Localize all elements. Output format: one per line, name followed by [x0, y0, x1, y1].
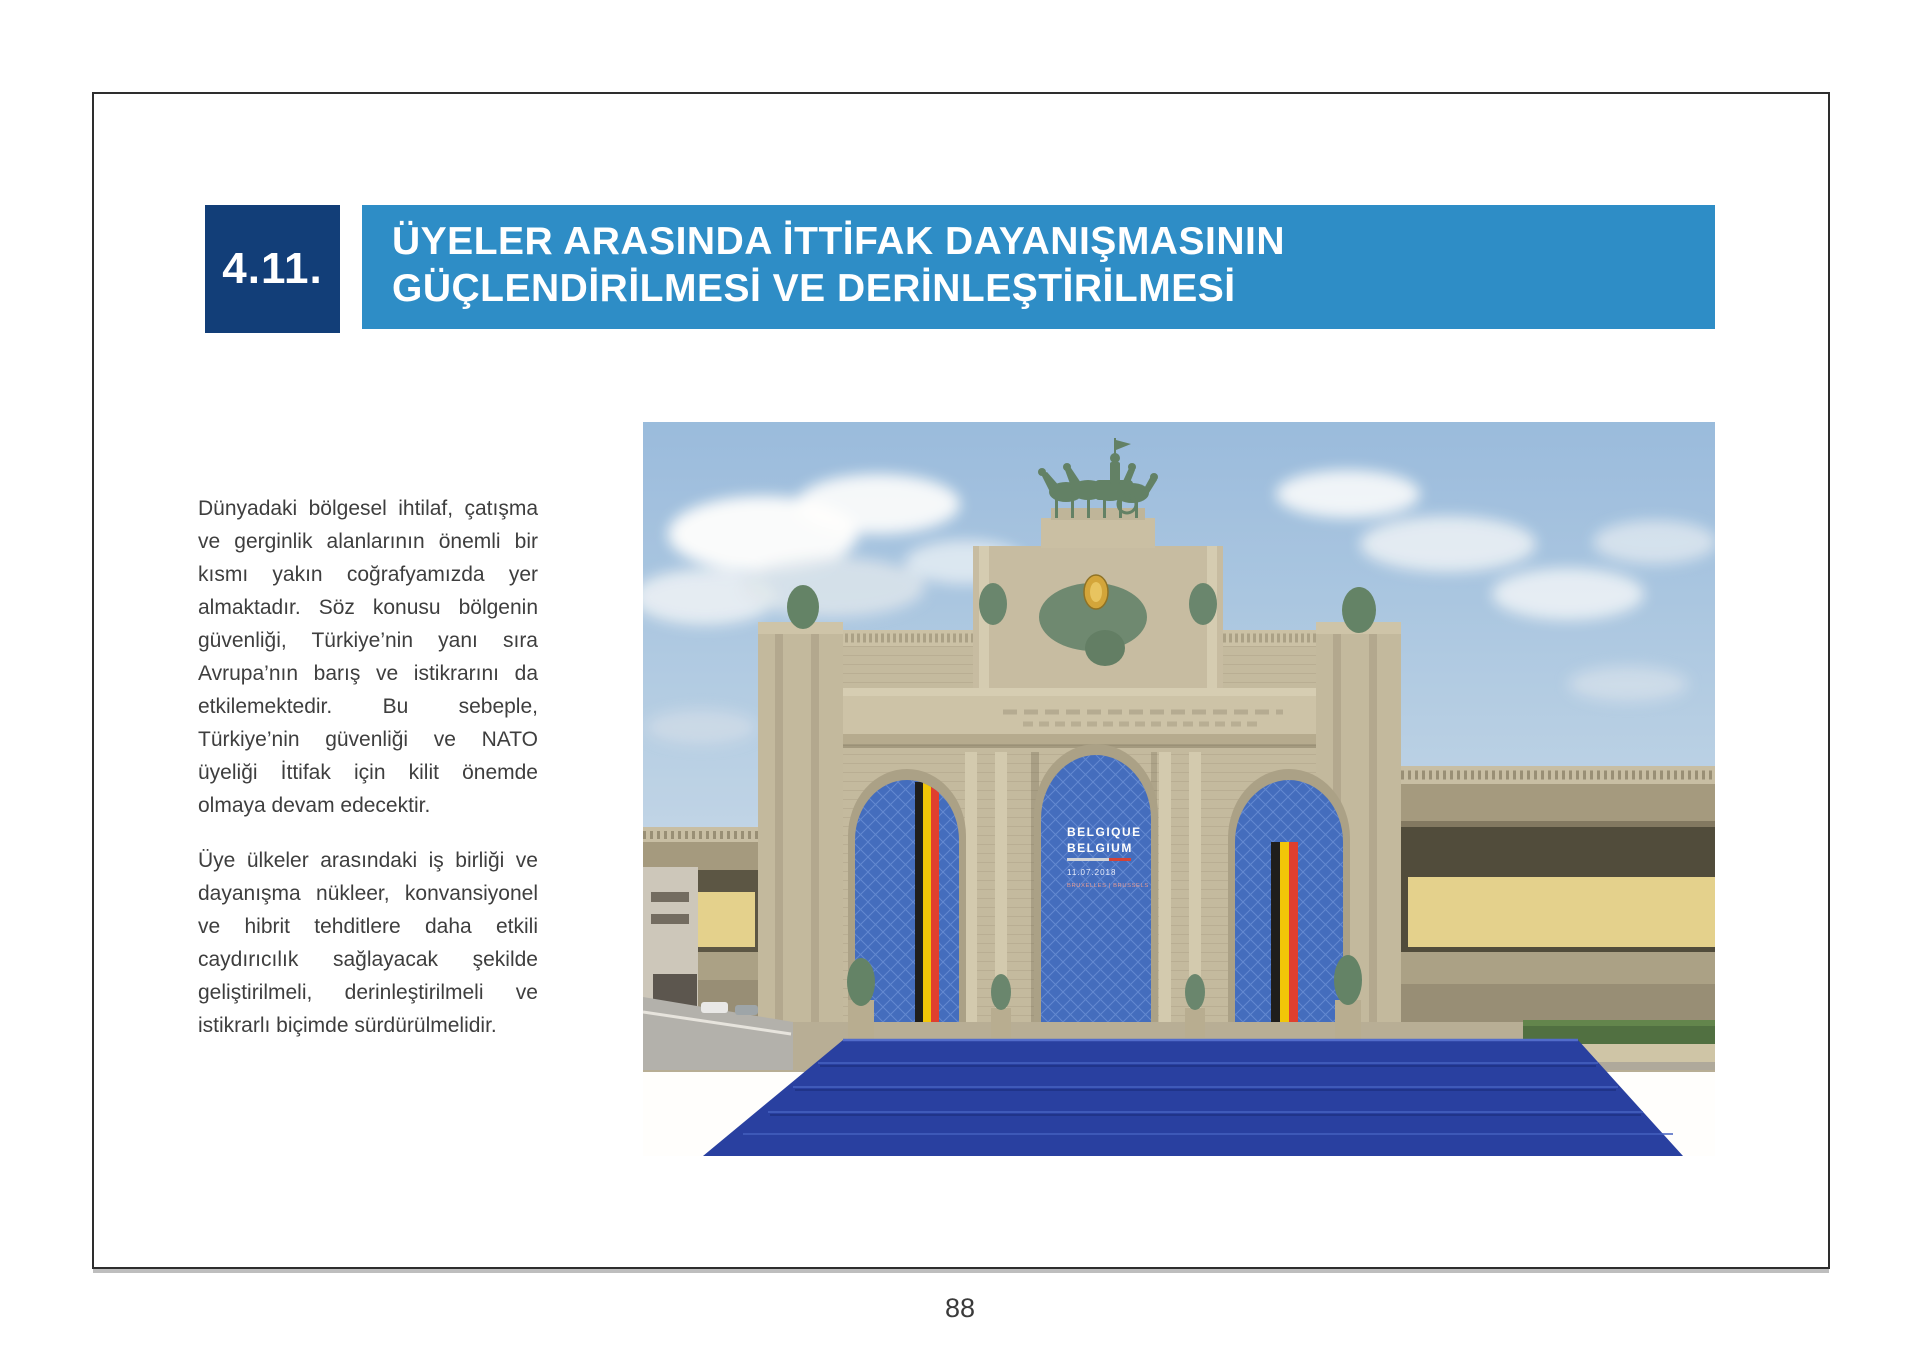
body-paragraph-2: Üye ülkeler arasındaki iş birliği ve dayanışma nükleer, konvansiyonel ve hibrit tehditlere daha etkili caydırıcılık sağlayacak şekilde geliştirilmeli, derinleştirilmeli ve istikrarlı biçimde sürdürülmelidir. [198, 849, 538, 1037]
summit-photo-graphic [643, 422, 1715, 1156]
svg-text:11.07.2018: 11.07.2018 [1067, 868, 1117, 877]
section-number-label: 4.11. [222, 244, 323, 293]
document-page [92, 92, 1830, 1269]
section-title [362, 205, 1715, 329]
svg-text:BELGIUM: BELGIUM [1067, 841, 1133, 855]
body-text-column [198, 492, 538, 1064]
section-title-line1: ÜYELER ARASINDA İTTİFAK DAYANIŞMASININ [392, 220, 1285, 263]
section-title-line2: GÜÇLENDİRİLMESİ VE DERİNLEŞTİRİLMESİ [392, 267, 1236, 310]
page-number: 88 [944, 1293, 976, 1323]
svg-text:BELGIQUE: BELGIQUE [1067, 825, 1142, 839]
section-number [205, 205, 340, 333]
body-paragraph-1: Dünyadaki bölgesel ihtilaf, çatışma ve gerginlik alanlarının önemli bir kısmı yakın coğrafyamızda yer almaktadır. Söz konusu bölgenin güvenliği, Türkiye’nin yanı sıra Avrupa’nın barış ve istikrarını da etkilemektedir. Bu sebeple, Türkiye’nin güvenliği ve NATO üyeliği İttifak için kilit önemde olmaya devam edecektir. [198, 497, 538, 817]
svg-text:BRUXELLES | BRUSSELS: BRUXELLES | BRUSSELS [1067, 883, 1149, 889]
nato-summit-photo [643, 422, 1715, 1156]
